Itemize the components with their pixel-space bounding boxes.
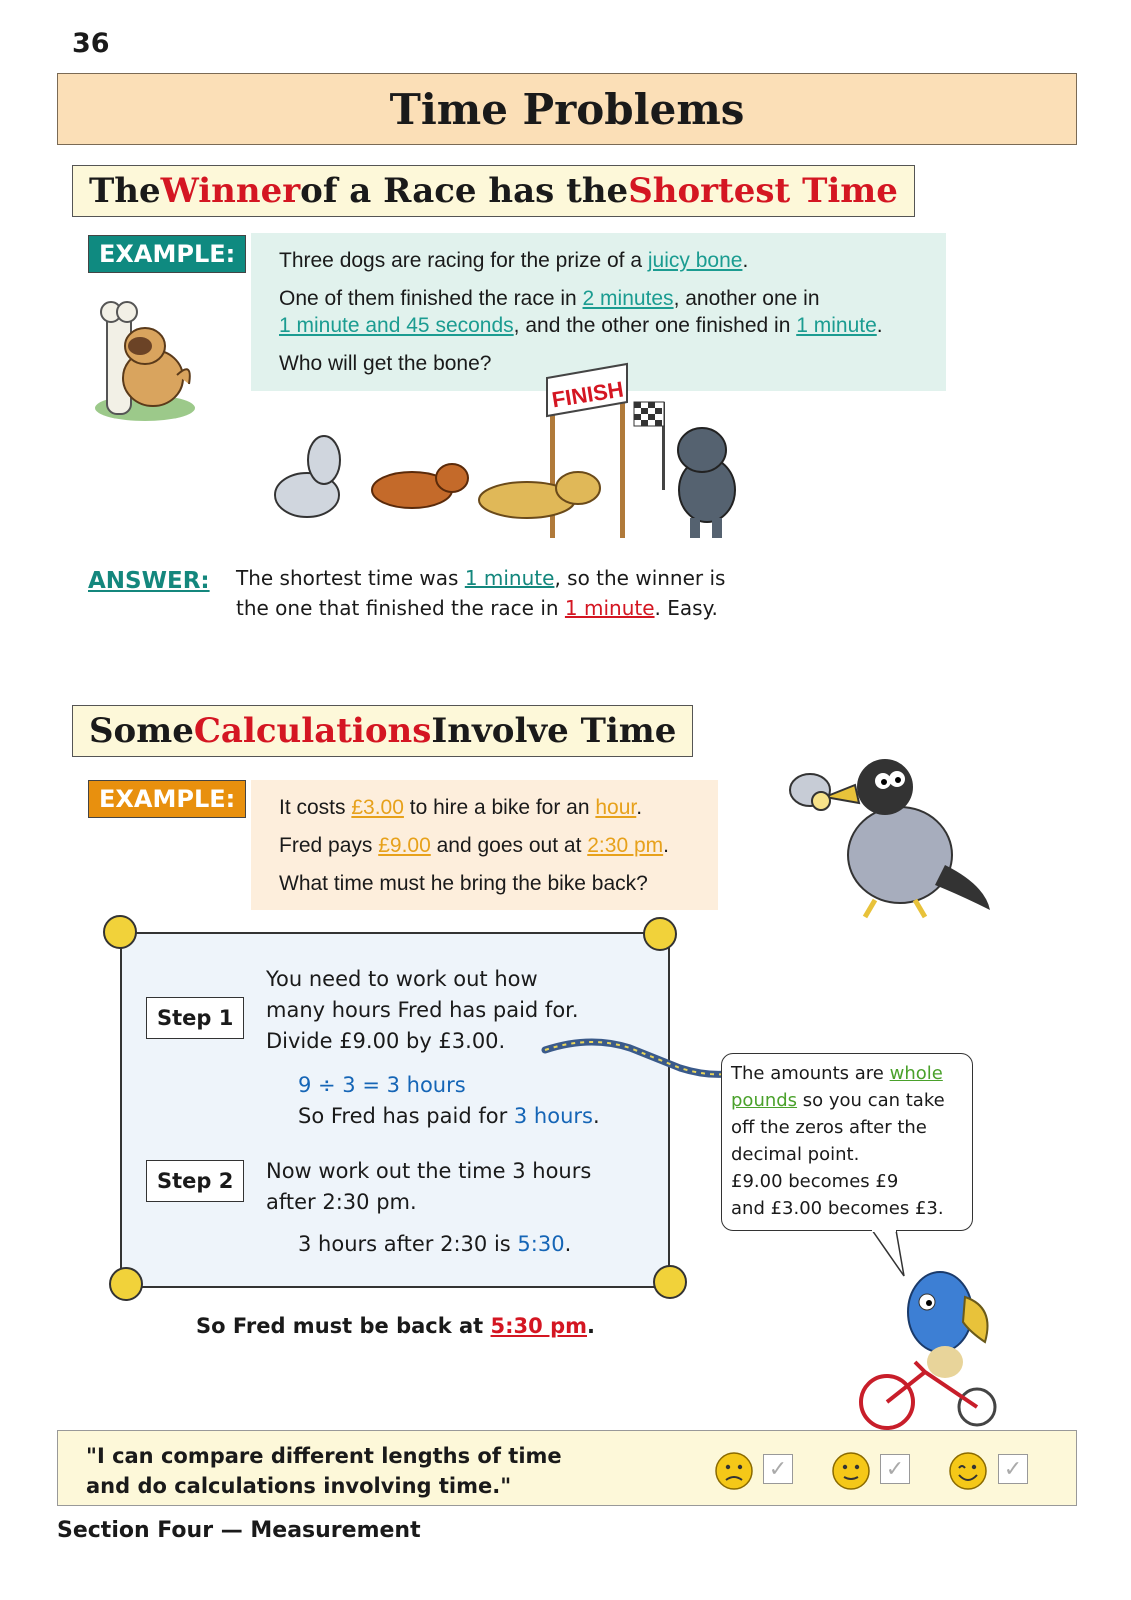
self-assessment-quote: "I can compare different lengths of time and do calculations involving time." <box>86 1444 562 1498</box>
answer-label: ANSWER: <box>88 568 210 594</box>
checkbox-sad[interactable]: ✓ <box>763 1454 793 1484</box>
bird-with-stopwatch-illustration <box>785 745 995 925</box>
example2-question-box <box>251 780 718 910</box>
page-title-bar <box>57 73 1077 145</box>
section2-heading <box>72 705 693 757</box>
heading-text: of a Race has the <box>300 171 629 211</box>
fish-on-bicycle-illustration <box>855 1262 1005 1432</box>
question-line: Fred pays £9.00 and goes out at 2:30 pm. <box>279 834 669 857</box>
self-assessment-box <box>57 1430 1077 1506</box>
page-title: Time Problems <box>389 84 745 134</box>
example-label: EXAMPLE: <box>88 235 246 273</box>
speech-bubble: The amounts are whole pounds so you can take off the zeros after the decimal point. £9.00 becomes £9 and £3.00 becomes £3. <box>721 1053 973 1231</box>
step1-label: Step 1 <box>146 997 244 1039</box>
heading-text: Involve Time <box>431 711 677 751</box>
step1-text: You need to work out how many hours Fred has paid for. Divide £9.00 by £3.00. <box>266 967 579 1053</box>
sad-face-icon <box>714 1451 754 1491</box>
checkbox-happy[interactable]: ✓ <box>998 1454 1028 1484</box>
page-number: 36 <box>72 28 110 59</box>
step2-result: 3 hours after 2:30 is 5:30. <box>298 1232 572 1256</box>
happy-face-icon <box>948 1451 988 1491</box>
step2-label: Step 2 <box>146 1160 244 1202</box>
heading-highlight: Calculations <box>193 711 432 751</box>
neutral-face-icon <box>831 1451 871 1491</box>
answer-text: The shortest time was 1 minute, so the winner is the one that finished the race in 1 minute. Easy. <box>236 566 726 620</box>
section-footer: Section Four — Measurement <box>57 1518 421 1543</box>
question-line: One of them finished the race in 2 minutes, another one in 1 minute and 45 seconds, and the other one finished in 1 minute. <box>279 287 883 337</box>
example-label: EXAMPLE: <box>88 780 246 818</box>
question-line: Who will get the bone? <box>279 352 492 375</box>
dog-race-illustration <box>262 360 752 550</box>
heading-highlight: Shortest Time <box>628 171 898 211</box>
dog-with-bone-illustration <box>85 300 200 425</box>
question-line: It costs £3.00 to hire a bike for an hour. <box>279 796 643 819</box>
step1-result: 9 ÷ 3 = 3 hours So Fred has paid for 3 hours. <box>298 1073 600 1128</box>
section1-heading <box>72 165 915 217</box>
question-line: What time must he bring the bike back? <box>279 872 648 895</box>
conclusion-text: So Fred must be back at 5:30 pm. <box>196 1314 595 1338</box>
heading-text: The <box>89 171 161 211</box>
step2-text: Now work out the time 3 hours after 2:30 pm. <box>266 1159 592 1214</box>
question-line: Three dogs are racing for the prize of a juicy bone. <box>279 249 749 272</box>
snake-illustration <box>540 1030 730 1086</box>
finish-sign-text: FINISH <box>550 376 626 413</box>
heading-highlight: Winner <box>160 171 301 211</box>
heading-text: Some <box>89 711 194 751</box>
checkbox-neutral[interactable]: ✓ <box>880 1454 910 1484</box>
